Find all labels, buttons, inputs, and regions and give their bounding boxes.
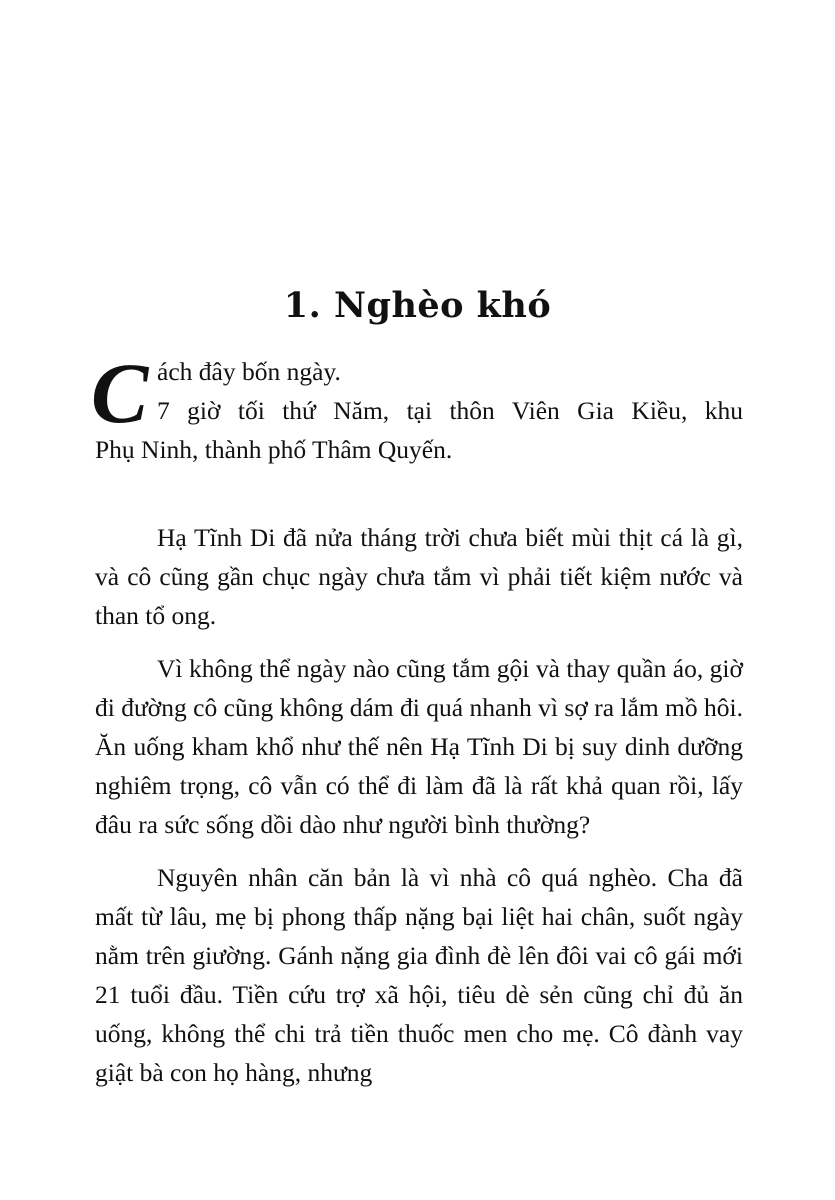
body-paragraph-2: Vì không thể ngày nào cũng tắm gội và thay quần áo, giờ đi đường cô cũng không dám đi quá nhanh vì sợ ra lắm mồ hôi. Ăn uống kham khổ như thế nên Hạ Tĩnh Di bị suy dinh dưỡng nghiêm trọng, cô vẫn có thể đi làm đã là rất khả quan rồi, lấy đâu ra sức sống dồi dào như người bình thường?	[95, 654, 743, 839]
opening-line-1: ách đây bốn ngày.	[157, 357, 341, 386]
chapter-title: 1. Nghèo khó	[283, 285, 552, 327]
opening-line-3: Phụ Ninh, thành phố Thâm Quyến.	[95, 435, 453, 464]
opening-line-2: 7 giờ tối thứ Năm, tại thôn Viên Gia Kiều, khu	[157, 396, 743, 425]
drop-cap: C	[91, 345, 149, 441]
body-paragraph-3: Nguyên nhân căn bản là vì nhà cô quá nghèo. Cha đã mất từ lâu, mẹ bị phong thấp nặng bại liệt hai chân, suốt ngày nằm trên giường. Gánh nặng gia đình đè lên đôi vai cô gái mới 21 tuổi đầu. Tiền cứu trợ xã hội, tiêu dè sẻn cũng chỉ đủ ăn uống, không thể chi trả tiền thuốc men cho mẹ. Cô đành vay giật bà con họ hàng, nhưng	[95, 863, 743, 1087]
opening-paragraph	[91, 345, 743, 469]
main-body-text	[95, 518, 743, 1106]
body-paragraph-1: Hạ Tĩnh Di đã nửa tháng trời chưa biết mùi thịt cá là gì, và cô cũng gần chục ngày chưa tắm vì phải tiết kiệm nước và than tổ ong.	[95, 523, 743, 630]
